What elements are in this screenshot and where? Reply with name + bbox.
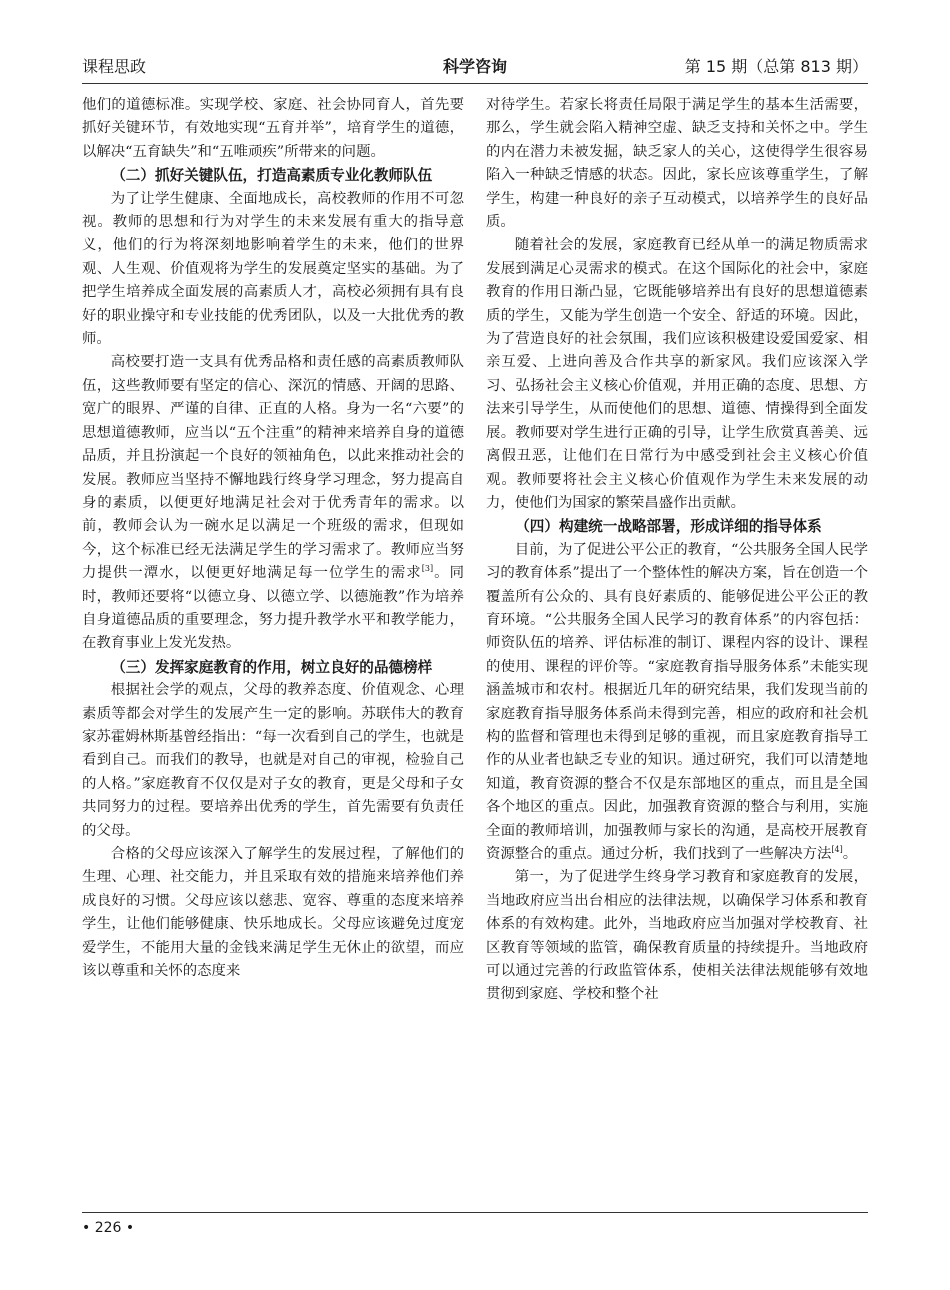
paragraph: 第一，为了促进学生终身学习教育和家庭教育的发展，当地政府应当出台相应的法律法规，以确保学习体系和教育体系的有效构建。此外，当地政府应当加强对学校教育、社区教育等领域的监管，确保教育质量的持续提升。当地政府可以通过完善的行政监管体系，使相关法律法规能够有效地贯彻到家庭、学校和整个社 <box>486 869 868 1003</box>
issue-label: 第 15 期（总第 813 期） <box>684 57 868 76</box>
paragraph-text: 。 <box>842 846 858 862</box>
paragraph: 随着社会的发展，家庭教育已经从单一的满足物质需求发展到满足心灵需求的模式。在这个国际化的社会中，家庭教育的作用日渐凸显，它既能够培养出有良好的思想道德素质的学生，又能为学生创造一个安全、舒适的环境。因此，为了营造良好的社会氛围，我们应该积极建设爱国爱家、相亲互爱、上进向善及合作共享的新家风。我们应该深入学习、弘扬社会主义核心价值观，并用正确的态度、思想、方法来引导学生，从而使他们的思想、道德、情操得到全面发展。教师要对学生进行正确的引导，让学生欣赏真善美、远离假丑恶，让他们在日常行为中感受到社会主义核心价值观。教师要将社会主义核心价值观作为学生未来发展的动力，使他们为国家的繁荣昌盛作出贡献。 <box>486 237 868 511</box>
paragraph <box>486 539 868 867</box>
paragraph: 对待学生。若家长将责任局限于满足学生的基本生活需要，那么，学生就会陷入精神空虚、缺乏支持和关怀之中。学生的内在潜力未被发掘，缺乏家人的关心，这使得学生很容易陷入一种缺乏情感的状态。因此，家长应该尊重学生，了解学生，构建一种良好的亲子互动模式，以培养学生的良好品质。 <box>486 97 868 231</box>
header-rule <box>82 83 868 84</box>
running-header <box>82 54 868 76</box>
paragraph: 他们的道德标准。实现学校、家庭、社会协同育人，首先要抓好关键环节，有效地实现“五育并举”，培育学生的道德，以解决“五育缺失”和“五唯顽疾”所带来的问题。 <box>82 97 464 160</box>
paragraph: 根据社会学的观点，父母的教养态度、价值观念、心理素质等都会对学生的发展产生一定的影响。苏联伟大的教育家苏霍姆林斯基曾经指出：“每一次看到自己的学生，也就是看到自己。而我们的教导，也就是对自己的审视，检验自己的人格。”家庭教育不仅仅是对子女的教育，更是父母和子女共同努力的过程。要培养出优秀的学生，首先需要有负责任的父母。 <box>82 682 464 839</box>
right-column <box>486 94 868 1007</box>
journal-title: 科学咨询 <box>442 57 507 76</box>
section-heading-2: （二）抓好关键队伍，打造高素质专业化教师队伍 <box>111 167 433 185</box>
footer-rule <box>82 1212 868 1213</box>
paragraph <box>82 351 464 655</box>
paragraph-text: 高校要打造一支具有优秀品格和责任感的高素质教师队伍，这些教师要有坚定的信心、深沉的情感、开阔的思路、宽广的眼界、严谨的自律、正直的人格。身为一名“六要”的思想道德教师，应当以“五个注重”的精神来培养自身的道德品质，并且扮演起一个良好的领袖角色，以此来推动社会的发展。教师应当坚持不懈地践行终身学习理念，努力提高自身的素质，以便更好地满足社会对于优秀青年的需求。以前，教师会认为一碗水足以满足一个班级的需求，但现如今，这个标准已经无法满足学生的学习需求了。教师应当努力提供一潭水，以便更好地满足每一位学生的需求 <box>82 354 464 582</box>
left-column <box>82 94 464 983</box>
paragraph: 为了让学生健康、全面地成长，高校教师的作用不可忽视。教师的思想和行为对学生的未来发展有重大的指导意义，他们的行为将深刻地影响着学生的未来，他们的世界观、人生观、价值观将为学生的发展奠定坚实的基础。为了把学生培养成全面发展的高素质人才，高校必须拥有具有良好的职业操守和专业技能的优秀团队，以及一大批优秀的教师。 <box>82 190 464 348</box>
page-number: • 226 • <box>82 1220 135 1236</box>
section-heading-3: （三）发挥家庭教育的作用，树立良好的品德榜样 <box>111 658 433 676</box>
paragraph-text: 目前，为了促进公平公正的教育，“公共服务全国人民学习的教育体系”提出了一个整体性的解决方案，旨在创造一个覆盖所有公众的、具有良好素质的、能够促进公平公正的教育环境。“公共服务全国人民学习的教育体系”的内容包括：师资队伍的培养、评估标准的制订、课程内容的设计、课程的使用、课程的评价等。“家庭教育指导服务体系”未能实现涵盖城市和农村。根据近几年的研究结果，我们发现当前的家庭教育指导服务体系尚未得到完善，相应的政府和社会机构的监督和管理也未得到足够的重视，而且家庭教育指导工作的从业者也缺乏专业的知识。通过研究，我们可以清楚地知道，教育资源的整合不仅是东部地区的重点，而且是全国各个地区的重点。因此，加强教育资源的整合与利用，实施全面的教师培训，加强教师与家长的沟通，是高校开展教育资源整合的重点。通过分析，我们找到了一些解决方法 <box>486 541 868 862</box>
section-heading-4: （四）构建统一战略部署，形成详细的指导体系 <box>515 518 822 536</box>
section-label: 课程思政 <box>82 57 147 76</box>
citation-ref: [3] <box>421 564 434 574</box>
citation-ref: [4] <box>831 845 843 855</box>
paragraph: 合格的父母应该深入了解学生的发展过程，了解他们的生理、心理、社交能力，并且采取有效的措施来培养他们养成良好的习惯。父母应该以慈悲、宽容、尊重的态度来培养学生，让他们能够健康、快乐地成长。父母应该避免过度宠爱学生，不能用大量的金钱来满足学生无休止的欲望，而应该以尊重和关怀的态度来 <box>82 846 464 980</box>
paragraph-text: 。同时，教师还要将“以德立身、以德立学、以德施教”作为培养自身道德品质的重要理念，努力提升教学水平和教学能力，在教育事业上发光发热。 <box>82 565 464 652</box>
